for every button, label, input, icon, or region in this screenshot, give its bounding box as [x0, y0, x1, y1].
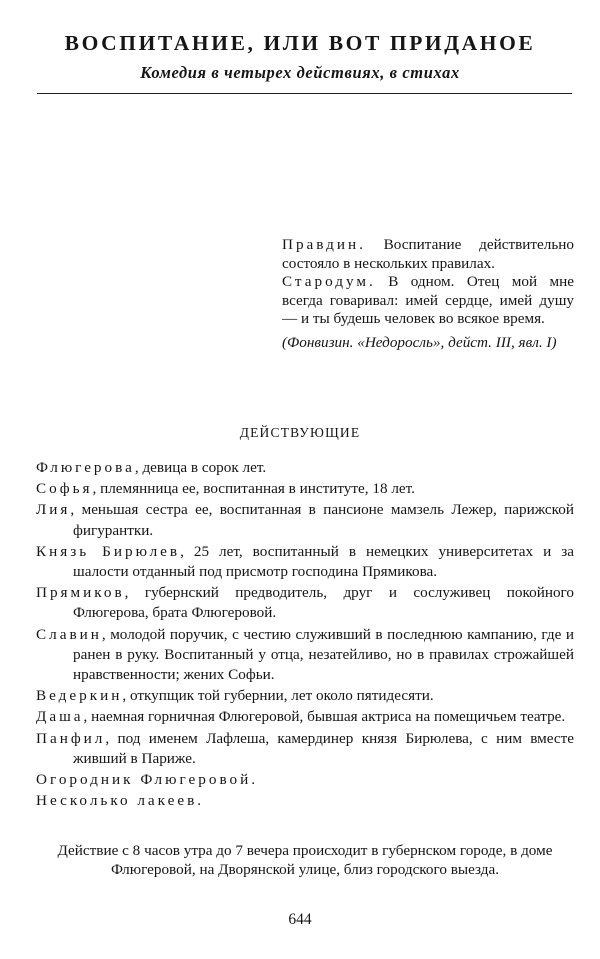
character-entry — [36, 707, 574, 727]
character-name: Софья — [36, 480, 93, 498]
character-list — [36, 458, 574, 812]
epigraph-line-pravdin — [282, 236, 574, 273]
dramatis-personae-heading: ДЕЙСТВУЮЩИЕ — [239, 425, 361, 440]
character-name: Огородник Флюгеровой. — [36, 771, 259, 789]
epigraph-text-pravdin: Воспитание действительно состояло в нескольких правилах. — [282, 236, 574, 272]
character-entry — [36, 625, 574, 686]
character-entry — [36, 686, 574, 706]
character-description: , губернский предводитель, друг и сослуживец покойного Флюгерова, брата Флюгеровой. — [73, 584, 574, 622]
character-description: , наемная горничная Флюгеровой, бывшая актриса на помещичьем театре. — [83, 708, 566, 726]
play-subtitle: Комедия в четырех действиях, в стихах — [140, 63, 460, 82]
character-description: , племянница ее, воспитанная в институте, 18 лет. — [92, 480, 415, 498]
character-description: , меньшая сестра ее, воспитанная в пансионе мамзель Лежер, парижской фигурантки. — [70, 501, 574, 539]
character-entry — [36, 479, 574, 499]
page-number: 644 — [288, 911, 312, 928]
character-entry — [36, 500, 574, 540]
epigraph — [282, 236, 574, 353]
character-name: Славин — [36, 625, 102, 643]
character-description: , под именем Лафлеша, камердинер князя Бирюлева, с ним вместе живший в Париже. — [73, 729, 574, 767]
character-entry — [36, 770, 574, 790]
character-entry — [36, 729, 574, 769]
character-description: , молодой поручик, с честию служивший в последнюю кампанию, где и ранен в руку. Воспитанный у отца, незатейливо, но в правилах строжайшей нравственности; жених Софьи. — [73, 625, 574, 684]
character-entry — [36, 791, 574, 811]
epigraph-line-starodum — [282, 273, 574, 329]
setting-note: Действие с 8 часов утра до 7 вечера происходит в губернском городе, в доме Флюгеровой, на Дворянской улице, близ городского выезда. — [57, 842, 553, 878]
character-entry — [36, 542, 574, 582]
character-entry — [36, 583, 574, 623]
character-name: Несколько лакеев. — [36, 792, 205, 810]
character-name: Панфил — [36, 729, 106, 747]
character-name: Лия — [36, 501, 71, 519]
character-name: Даша — [36, 708, 84, 726]
character-name: Князь Бирюлев — [36, 542, 181, 560]
character-name: Ведеркин — [36, 687, 123, 705]
epigraph-speaker-pravdin: Правдин. — [282, 236, 366, 253]
character-description: , 25 лет, воспитанный в немецких университетах и за шалости отданный под присмотр господина Прямикова. — [73, 542, 574, 581]
character-description: , девица в сорок лет. — [134, 459, 267, 476]
header-rule — [37, 93, 572, 94]
character-description: , откупщик той губернии, лет около пятидесяти. — [122, 687, 434, 705]
character-name: Флюгерова — [36, 459, 135, 476]
epigraph-text-starodum: В одном. Отец мой мне всегда говаривал: имей сердце, имей душу — и ты будешь человек во всякое время. — [282, 273, 574, 328]
character-entry — [36, 458, 574, 478]
play-title: ВОСПИТАНИЕ, ИЛИ ВОТ ПРИДАНОЕ — [64, 31, 536, 55]
epigraph-speaker-starodum: Стародум. — [282, 273, 376, 291]
character-name: Прямиков — [36, 584, 125, 602]
epigraph-source: (Фонвизин. «Недоросль», дейст. III, явл. I) — [282, 333, 557, 351]
